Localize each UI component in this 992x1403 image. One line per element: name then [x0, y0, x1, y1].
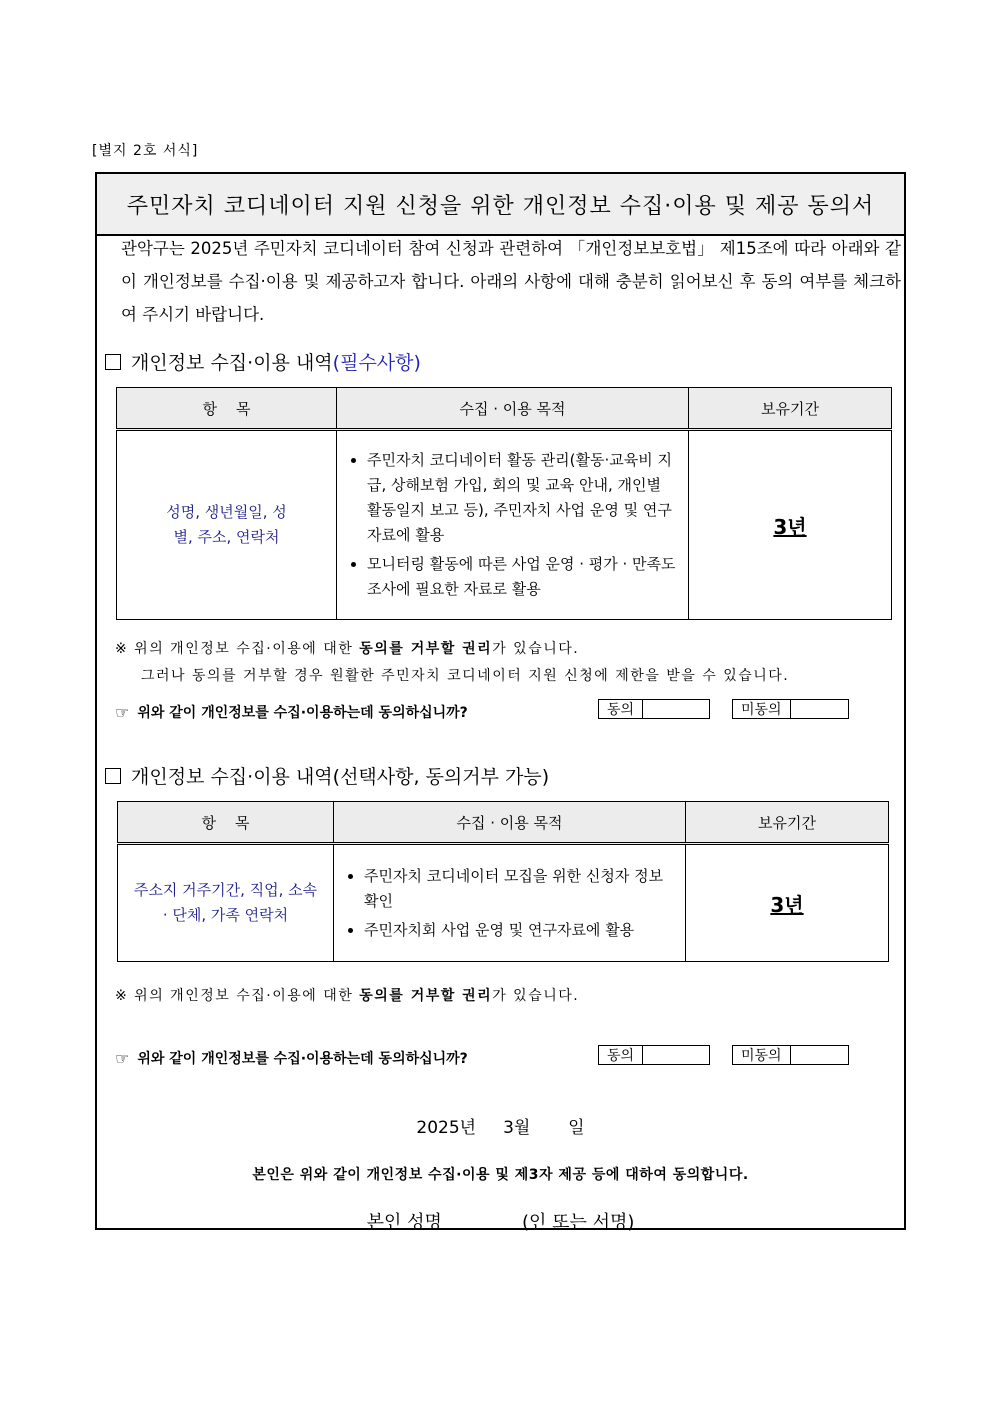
purpose-cell	[334, 844, 686, 962]
note-text: 가 있습니다.	[492, 988, 580, 1004]
item-cell: 주소지 거주기간, 직업, 소속 · 단체, 가족 연락처	[118, 844, 334, 962]
table-header-row	[118, 802, 889, 844]
purpose-item: • 주민자치 코디네이터 모집을 위한 신청자 정보 확인	[364, 864, 673, 914]
disagree-checkbox[interactable]	[791, 1046, 848, 1064]
item-cell: 성명, 생년월일, 성별, 주소, 연락처	[117, 430, 337, 620]
section2-question	[115, 1048, 468, 1068]
agree-checkbox[interactable]	[643, 700, 709, 718]
pointing-hand-icon: ☞	[115, 702, 130, 722]
section1-heading	[105, 348, 421, 375]
agree-label: 동의	[599, 700, 643, 718]
date-line: 2025년 3월 일	[416, 1118, 585, 1138]
purpose-item: • 주민자치회 사업 운영 및 연구자료에 활용	[364, 918, 673, 943]
section2-heading	[105, 762, 549, 789]
purpose-item: • 모니터링 활동에 따른 사업 운영 · 평가 · 만족도 조사에 필요한 자료로 활용	[367, 552, 676, 602]
disagree-label: 미동의	[733, 700, 791, 718]
disagree-checkbox[interactable]	[791, 700, 848, 718]
period-cell: 3년	[689, 430, 892, 620]
section2-agree-box[interactable]	[598, 1045, 710, 1065]
header-purpose: 수집 · 이용 목적	[337, 388, 689, 430]
section1-table	[116, 387, 892, 620]
header-item: 항 목	[118, 802, 334, 844]
section1-heading-text: 개인정보 수집·이용 내역	[131, 352, 333, 374]
period-cell: 3년	[686, 844, 889, 962]
section1-note-2: 그러나 동의를 거부할 경우 원활한 주민자치 코디네이터 지원 신청에 제한을 받을 수 있습니다.	[141, 668, 790, 684]
section1-heading-accent: (필수사항)	[332, 352, 421, 374]
table-row	[117, 430, 892, 620]
section2-note-1	[115, 982, 579, 1010]
section2-table	[117, 801, 889, 962]
note-bold-text: 동의를 거부할 권리	[359, 988, 493, 1004]
section1-note-1	[115, 635, 579, 663]
intro-paragraph: 관악구는 2025년 주민자치 코디네이터 참여 신청과 관련하여 「개인정보보호법」 제15조에 따라 아래와 같이 개인정보를 수집·이용 및 제공하고자 합니다. 아래의 사항에 대해 충분히 읽어보신 후 동의 여부를 체크하여 주시기 바랍니다.	[121, 239, 901, 324]
section1-disagree-box[interactable]	[732, 699, 849, 719]
header-period: 보유기간	[686, 802, 889, 844]
consent-form	[95, 172, 906, 1233]
note-text: ※ 위의 개인정보 수집·이용에 대한	[115, 641, 360, 657]
checkbox-icon	[105, 768, 121, 784]
pointing-hand-icon: ☞	[115, 1048, 130, 1068]
purpose-cell	[337, 430, 689, 620]
disagree-label: 미동의	[733, 1046, 791, 1064]
form-title: 주민자치 코디네이터 지원 신청을 위한 개인정보 수집·이용 및 제공 동의서	[97, 174, 904, 236]
section2-disagree-box[interactable]	[732, 1045, 849, 1065]
table-header-row	[117, 388, 892, 430]
declaration-text: 본인은 위와 같이 개인정보 수집·이용 및 제3자 제공 등에 대하여 동의합니다.	[252, 1167, 749, 1183]
header-purpose: 수집 · 이용 목적	[334, 802, 686, 844]
section1-question	[115, 702, 468, 722]
purpose-item: • 주민자치 코디네이터 활동 관리(활동·교육비 지급, 상해보험 가입, 회의 및 교육 안내, 개인별 활동일지 보고 등), 주민자치 사업 운영 및 연구자료에 활용	[367, 448, 676, 548]
note-text: 가 있습니다.	[492, 641, 580, 657]
agree-label: 동의	[599, 1046, 643, 1064]
checkbox-icon	[105, 354, 121, 370]
question-text: 위와 같이 개인정보를 수집·이용하는데 동의하십니까?	[137, 1051, 468, 1067]
section1-agree-box[interactable]	[598, 699, 710, 719]
note-text: ※ 위의 개인정보 수집·이용에 대한	[115, 988, 360, 1004]
header-item: 항 목	[117, 388, 337, 430]
note-bold-text: 동의를 거부할 권리	[359, 641, 493, 657]
table-row	[118, 844, 889, 962]
signature-line[interactable]: 본인 성명 (인 또는 서명)	[366, 1212, 635, 1233]
header-period: 보유기간	[689, 388, 892, 430]
form-label: [별지 2호 서식]	[92, 143, 199, 159]
agree-checkbox[interactable]	[643, 1046, 709, 1064]
section2-heading-text: 개인정보 수집·이용 내역(선택사항, 동의거부 가능)	[131, 766, 550, 788]
question-text: 위와 같이 개인정보를 수집·이용하는데 동의하십니까?	[137, 705, 468, 721]
